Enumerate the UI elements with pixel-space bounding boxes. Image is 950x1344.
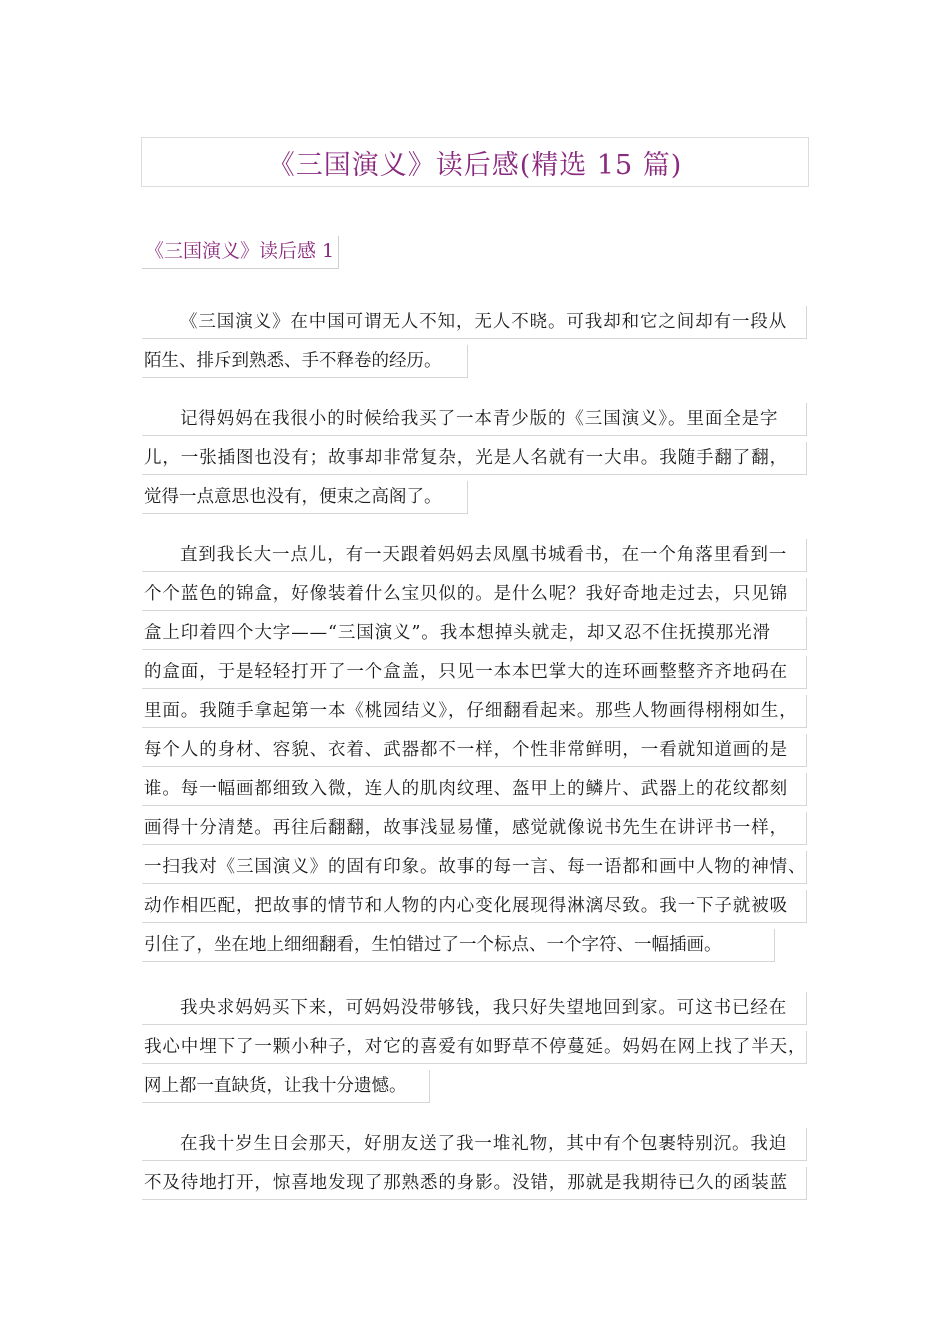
text-line: 一扫我对《三国演义》的固有印象。故事的每一言、每一语都和画中人物的神情、 bbox=[142, 851, 807, 884]
text-line: 《三国演义》在中国可谓无人不知，无人不晓。可我却和它之间却有一段从 bbox=[142, 306, 807, 339]
paragraph-2 bbox=[142, 403, 807, 524]
paragraph-1 bbox=[142, 306, 807, 388]
text-line: 儿，一张插图也没有；故事却非常复杂，光是人名就有一大串。我随手翻了翻， bbox=[142, 442, 807, 475]
text-line: 的盒面，于是轻轻打开了一个盒盖，只见一本本巴掌大的连环画整整齐齐地码在 bbox=[142, 656, 807, 689]
document-title-box bbox=[141, 137, 809, 187]
text-line: 每个人的身材、容貌、衣着、武器都不一样，个性非常鲜明，一看就知道画的是 bbox=[142, 734, 807, 767]
text-line: 画得十分清楚。再往后翻翻，故事浅显易懂，感觉就像说书先生在讲评书一样， bbox=[142, 812, 807, 845]
text-line: 引住了，坐在地上细细翻看，生怕错过了一个标点、一个字符、一幅插画。 bbox=[142, 929, 775, 962]
text-line: 网上都一直缺货，让我十分遗憾。 bbox=[142, 1070, 430, 1103]
text-line: 直到我长大一点儿，有一天跟着妈妈去凤凰书城看书，在一个角落里看到一 bbox=[142, 539, 807, 572]
text-line: 盒上印着四个大字——“三国演义”。我本想掉头就走，却又忍不住抚摸那光滑 bbox=[142, 617, 807, 650]
paragraph-5 bbox=[142, 1128, 807, 1206]
text-line: 里面。我随手拿起第一本《桃园结义》，仔细翻看起来。那些人物画得栩栩如生， bbox=[142, 695, 807, 728]
text-line: 谁。每一幅画都细致入微，连人的肌肉纹理、盔甲上的鳞片、武器上的花纹都刻 bbox=[142, 773, 807, 806]
paragraph-3 bbox=[142, 539, 807, 972]
text-line: 觉得一点意思也没有，便束之高阁了。 bbox=[142, 481, 468, 514]
text-line: 陌生、排斥到熟悉、手不释卷的经历。 bbox=[142, 345, 468, 378]
text-line: 个个蓝色的锦盒，好像装着什么宝贝似的。是什么呢？我好奇地走过去，只见锦 bbox=[142, 578, 807, 611]
text-line: 记得妈妈在我很小的时候给我买了一本青少版的《三国演义》。里面全是字 bbox=[142, 403, 807, 436]
text-line: 我央求妈妈买下来，可妈妈没带够钱，我只好失望地回到家。可这书已经在 bbox=[142, 992, 807, 1025]
text-line: 不及待地打开，惊喜地发现了那熟悉的身影。没错，那就是我期待已久的函装蓝 bbox=[142, 1167, 807, 1200]
paragraph-4 bbox=[142, 992, 807, 1113]
text-line: 我心中埋下了一颗小种子，对它的喜爱有如野草不停蔓延。妈妈在网上找了半天， bbox=[142, 1031, 807, 1064]
section-heading: 《三国演义》读后感 1 bbox=[142, 236, 339, 269]
text-line: 在我十岁生日会那天，好朋友送了我一堆礼物，其中有个包裹特别沉。我迫 bbox=[142, 1128, 807, 1161]
text-line: 动作相匹配，把故事的情节和人物的内心变化展现得淋漓尽致。我一下子就被吸 bbox=[142, 890, 807, 923]
document-title: 《三国演义》读后感(精选 15 篇) bbox=[267, 149, 683, 181]
